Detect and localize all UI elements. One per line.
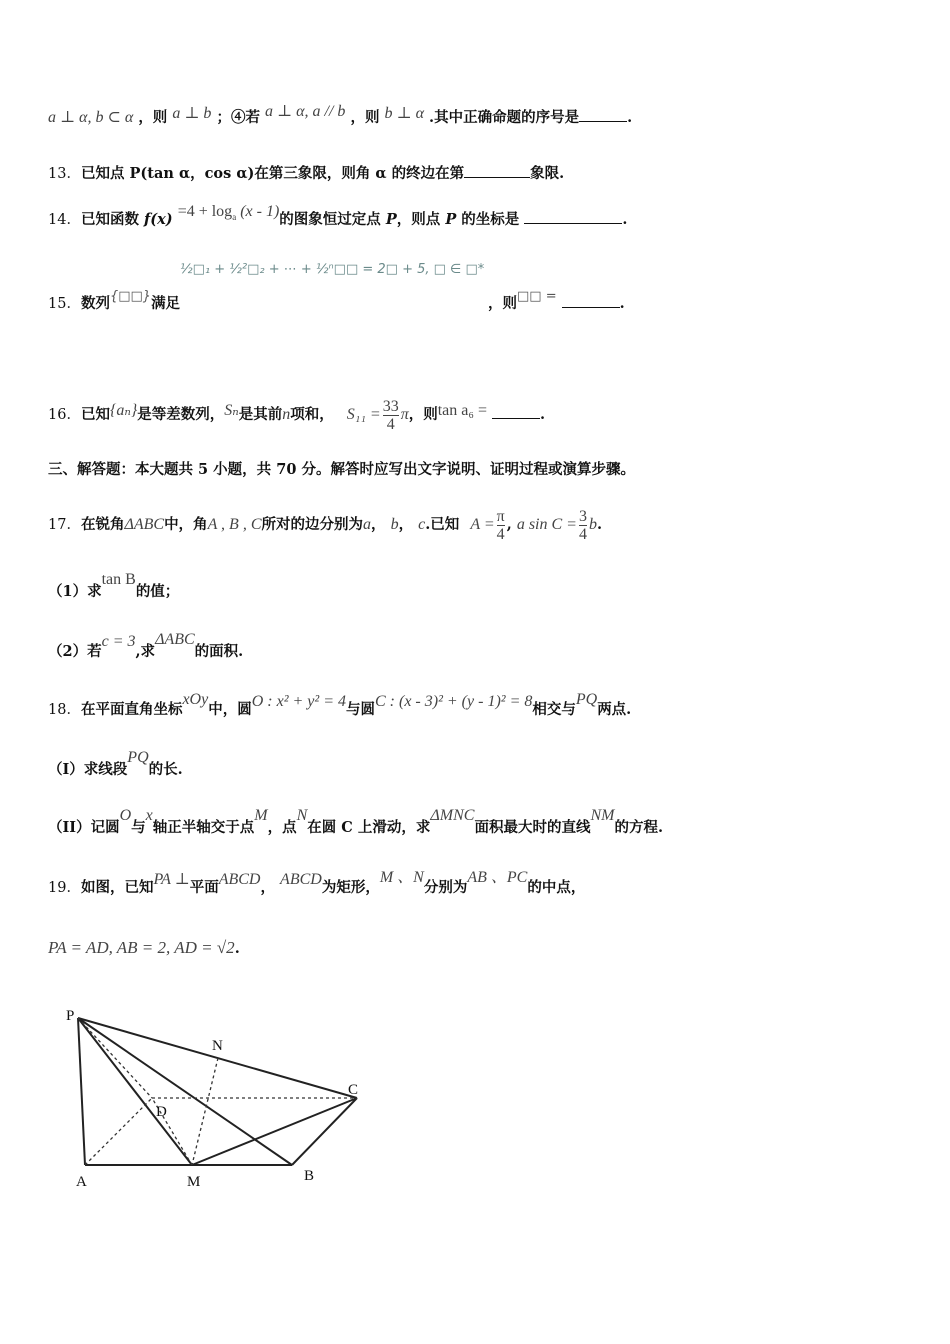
q14-text-2: 的图象恒过定点: [279, 211, 386, 228]
q18-part2-t4: 在圆 C 上滑动，求: [307, 819, 431, 836]
q17-part2-math: c = 3: [101, 633, 136, 650]
q17-line: 17．在锐角ΔABC中，角A , B , C所对的边分别为a， b， c.已知 A = $\frac{\pi}{4}$ , a sin C = $\frac{3}{4}$ b.: [48, 508, 603, 543]
q18-text-3: 与圆: [346, 701, 375, 718]
q16-number: 16．: [48, 407, 81, 424]
q13-answer-blank[interactable]: [464, 165, 530, 178]
q18-part2-m: M: [254, 807, 268, 824]
q12-answer-blank[interactable]: [579, 109, 627, 122]
label-m: M: [187, 1174, 201, 1190]
q17-frac-2-den: 4: [578, 526, 587, 543]
q14-log: =4 + log: [177, 203, 233, 220]
q19-condition: [48, 938, 240, 958]
q12-math-3: a ⊥ α, a // b: [265, 103, 346, 120]
q16-pi: π: [400, 406, 409, 424]
edge-pa: [78, 1018, 85, 1165]
q14-text-4: 的坐标是: [456, 211, 520, 228]
q17-frac-1-den: 4: [496, 526, 505, 543]
q17-b2: b: [588, 516, 597, 534]
q15-number: 15．: [48, 296, 81, 312]
q19-text-5: 的中点，: [527, 879, 586, 896]
q13-number: 13．: [48, 166, 81, 182]
q17-a-eq: A =: [470, 516, 495, 534]
q14-point-p: P: [385, 211, 397, 228]
q16-sequence: {aₙ}: [109, 402, 138, 420]
q16-s11: S₁₁ =: [346, 406, 381, 424]
edge-mc: [192, 1098, 357, 1165]
edge-bc: [292, 1098, 357, 1165]
q18-number: 18．: [48, 702, 81, 718]
q15-tail: [488, 289, 625, 313]
q13-line: [48, 162, 564, 183]
label-n: N: [212, 1038, 223, 1054]
q14-formula: [177, 203, 280, 223]
q19-pa: PA ⊥: [153, 871, 190, 888]
q18-text-2: 中，圆: [208, 701, 252, 718]
q16-text-3: 是其前: [238, 406, 283, 424]
q16-n: n: [282, 406, 291, 424]
q16-text-5: ，则: [408, 406, 438, 424]
q12-text-4: .其中正确命题的序号是: [429, 109, 580, 126]
q14-number: 14．: [48, 212, 81, 228]
pyramid-figure: [60, 1000, 390, 1200]
q17-part2-label: （2）若: [48, 643, 102, 660]
q14-fx: f(x): [144, 211, 173, 228]
q14-log-base: a: [232, 212, 237, 223]
q15-line: [48, 289, 181, 313]
q15-an: □□ =: [517, 289, 557, 304]
q18-part2-t3: ，点: [267, 819, 297, 836]
q17-part2-end: 的面积.: [194, 643, 244, 660]
q19-abcd-2: ABCD: [280, 871, 322, 888]
q18-part2-label: （II）记圆: [48, 819, 120, 836]
q15-answer-blank[interactable]: [562, 295, 620, 308]
q15-end: .: [619, 295, 625, 312]
q14-log-arg: (x - 1): [240, 203, 280, 220]
q19-ab-pc: AB 、PC: [467, 869, 528, 886]
edge-pb: [78, 1018, 292, 1165]
edge-pm: [78, 1018, 192, 1165]
q12-math-4: b ⊥ α: [384, 105, 424, 122]
q15-text-3: ，则: [488, 295, 517, 312]
q17-frac-2-num: 3: [578, 508, 587, 525]
q15-sequence: {□□}: [109, 289, 152, 304]
q16-line: [48, 398, 545, 433]
q18-part1-end: 的长.: [148, 761, 183, 778]
q17-part1: [48, 571, 180, 601]
q17-eq2: a sin C =: [516, 516, 577, 534]
q16-text-4: 项和，: [290, 406, 334, 424]
q17-frac-1-num: π: [496, 508, 505, 525]
q17-part2-mid: ,求: [135, 643, 156, 660]
q18-pq: PQ: [575, 691, 598, 708]
q18-part2-end: 的方程.: [614, 819, 664, 836]
edge-pd-hidden: [78, 1018, 152, 1098]
q17-part1-end: 的值；: [135, 583, 180, 600]
q19-cond-math: PA = AD, AB = 2, AD = √2: [48, 938, 235, 957]
q16-text-1: 已知: [80, 406, 110, 424]
q18-part2-t1: 与: [131, 819, 146, 836]
q17-side-b: b: [390, 516, 399, 534]
q12-text-1: ，则: [138, 109, 168, 126]
q14-end: .: [622, 211, 628, 228]
q18-part2-mnc: ΔMNC: [430, 807, 475, 824]
q12-text-3: ，则: [350, 109, 380, 126]
q16-text-2: 是等差数列，: [137, 406, 225, 424]
q19-text-1: 如图，已知: [80, 879, 154, 896]
q17-side-c: c: [418, 516, 426, 534]
q14-text-1: 已知函数: [80, 211, 145, 228]
q16-sn: Sₙ: [224, 402, 239, 420]
q17-cond-1: [470, 508, 506, 543]
q16-denominator: 4: [386, 416, 395, 433]
q19-abcd: ABCD: [218, 871, 261, 888]
q16-end: .: [540, 406, 546, 424]
q17-text-3: 所对的边分别为: [261, 516, 363, 534]
q17-angles: A , B , C: [207, 516, 262, 534]
label-d: D: [156, 1104, 167, 1120]
q17-part1-math: tan B: [101, 571, 136, 588]
q18-part2-nm: NM: [590, 807, 615, 824]
q18-xoy: xOy: [182, 691, 209, 708]
q18-text-5: 两点.: [597, 701, 632, 718]
q17-part2: [48, 631, 244, 661]
section-heading: 三、解答题：本大题共 5 小题，共 70 分。解答时应写出文字说明、证明过程或演算步骤。: [48, 461, 635, 478]
q17-frac-1: [497, 508, 505, 543]
q14-text-3: ，则点: [396, 211, 446, 228]
q18-part2-x: x: [145, 807, 153, 824]
q19-mn: M 、N: [379, 869, 424, 886]
q19-end: .: [234, 940, 240, 957]
q18-part1-label: （I）求线段: [48, 761, 128, 778]
q18-circle-o: O : x² + y² = 4: [251, 693, 346, 710]
q17-part2-triangle: ΔABC: [155, 631, 195, 648]
q19-number: 19．: [48, 880, 81, 896]
q17-cond-2: [516, 508, 597, 543]
q18-part1: [48, 749, 183, 779]
q19-text-3: 为矩形，: [321, 879, 380, 896]
q18-part2-o: O: [119, 807, 132, 824]
q16-tan: tan a₆ =: [437, 402, 487, 420]
q17-text-2: 中，角: [164, 516, 208, 534]
q17-end: .: [596, 516, 603, 534]
edge-ad-hidden: [85, 1098, 152, 1165]
q18-part2-n: N: [296, 807, 308, 824]
q19-line: 19．如图，已知PA ⊥平面ABCD， ABCD为矩形，M 、N分别为AB 、PC的中点，: [48, 869, 586, 896]
q18-line: [48, 691, 632, 719]
q19-text-2: 平面: [189, 879, 219, 896]
q16-answer-blank[interactable]: [492, 406, 540, 419]
q18-circle-c: C : (x - 3)² + (y - 1)² = 8: [375, 693, 533, 710]
q14-point-p-2: P: [445, 211, 457, 228]
q14-line: [48, 203, 628, 230]
q12-math-2: a ⊥ b: [172, 105, 212, 122]
q14-answer-blank[interactable]: [524, 211, 622, 224]
q17-text-1: 在锐角: [80, 516, 125, 534]
q13-end: 象限.: [530, 165, 565, 182]
q17-triangle: ΔABC: [124, 516, 165, 534]
q15-text-2: 满足: [151, 295, 181, 312]
q18-part2: [48, 807, 664, 837]
q18-part2-t2: 轴正半轴交于点: [152, 819, 255, 836]
q17-frac-2: [579, 508, 587, 543]
q13-text: 已知点 P(tan α，cos α)在第三象限，则角 α 的终边在第: [80, 165, 465, 182]
q15-formula: ½□₁ + ½²□₂ + ⋯ + ½ⁿ□□ = 2□ + 5, □ ∈ □*: [180, 262, 485, 277]
q17-part1-label: （1）求: [48, 583, 102, 600]
q16-fraction: [383, 398, 399, 433]
q18-part1-pq: PQ: [127, 749, 149, 766]
q17-side-a: a: [363, 516, 371, 534]
q17-number: 17．: [48, 517, 81, 534]
q16-s11-eq: [346, 398, 409, 433]
q19-text-4: 分别为: [423, 879, 468, 896]
q12-end: .: [627, 109, 633, 126]
label-a: A: [76, 1174, 87, 1190]
label-c: C: [348, 1082, 359, 1098]
q18-text-4: 相交与: [532, 701, 576, 718]
q12-line: [48, 103, 633, 127]
q15-text-1: 数列: [80, 295, 110, 312]
q18-part2-t5: 面积最大时的直线: [474, 819, 591, 836]
q17-text-4: .已知: [425, 516, 460, 534]
q16-numerator: 33: [382, 398, 399, 415]
q12-text-2: ；④若: [216, 109, 260, 126]
label-b: B: [304, 1168, 315, 1184]
q18-text-1: 在平面直角坐标: [80, 701, 183, 718]
q12-math-1: a ⊥ α, b ⊂ α: [48, 109, 134, 126]
label-p: P: [66, 1008, 75, 1024]
